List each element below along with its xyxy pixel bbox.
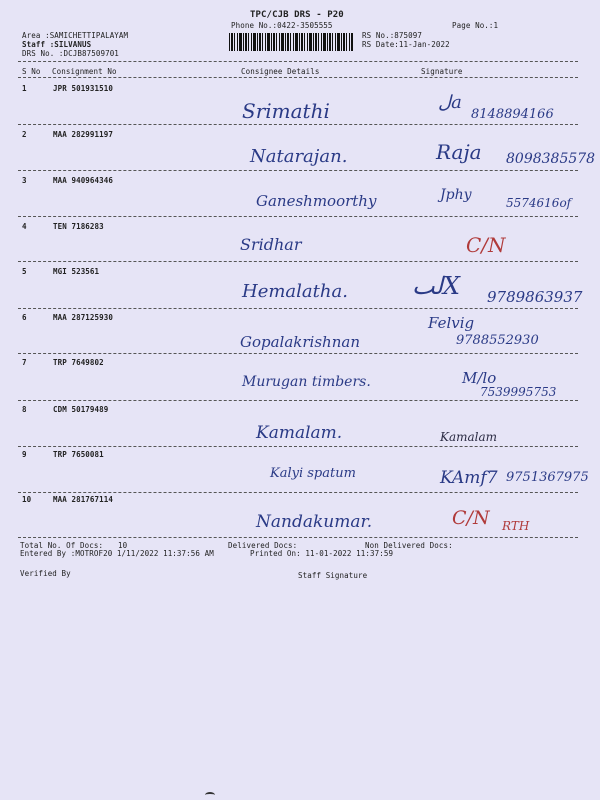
signature-mark: لٮX	[412, 272, 460, 300]
row-sno: 5	[22, 267, 27, 276]
row-consignment: MAA 287125930	[53, 313, 113, 322]
drs-number: DRS No. :DCJB87509701	[22, 49, 119, 58]
staff-signature-label: Staff Signature	[298, 571, 368, 580]
consignee-name: Gopalakrishnan	[240, 333, 360, 351]
row-divider	[18, 537, 578, 538]
row-consignment: MAA 282991197	[53, 130, 113, 139]
entered-by: Entered By :MOTROF20 1/11/2022 11:37:56 AM	[20, 549, 214, 558]
signature-mark: لa	[438, 92, 462, 113]
receiver-phone: 8098385578	[506, 151, 596, 167]
consignee-name: Natarajan.	[250, 146, 348, 167]
row-divider	[18, 170, 578, 171]
signature-mark: Jphy	[440, 187, 472, 203]
row-sno: 8	[22, 405, 27, 414]
total-docs-value: 10	[118, 541, 128, 550]
signature-mark: KAmf7	[440, 468, 498, 488]
col-consignee: Consignee Details	[241, 67, 320, 76]
row-divider	[18, 400, 578, 401]
printed-on: Printed On: 11-01-2022 11:37:59	[250, 549, 394, 558]
consignee-name: Kalyi spatum	[270, 466, 356, 481]
row-consignment: TRP 7649802	[53, 358, 104, 367]
divider	[18, 61, 578, 62]
receiver-phone: 5574616of	[506, 196, 572, 210]
row-divider	[18, 446, 578, 447]
receiver-phone: 9789863937	[487, 288, 583, 306]
signature-mark: M/lo	[462, 369, 497, 387]
receiver-phone: 7539995753	[480, 385, 557, 399]
row-divider	[18, 124, 578, 125]
consignee-name: Kamalam.	[256, 423, 343, 443]
row-consignment: TEN 7186283	[53, 222, 104, 231]
row-sno: 3	[22, 176, 27, 185]
row-divider	[18, 216, 578, 217]
row-divider	[18, 261, 578, 262]
sheet-title: TPC/CJB DRS - P20	[250, 10, 344, 20]
row-sno: 1	[22, 84, 27, 93]
row-divider	[18, 492, 578, 493]
row-sno: 10	[22, 495, 32, 504]
row-consignment: TRP 7650081	[53, 450, 104, 459]
consignee-name: Srimathi	[242, 99, 330, 123]
rs-number: RS No.:875097	[362, 31, 422, 40]
consignee-name: Murugan timbers.	[242, 374, 371, 390]
receiver-phone: 8148894166	[471, 107, 554, 122]
cn-mark: C/N	[452, 507, 490, 529]
divider	[18, 77, 578, 78]
row-sno: 2	[22, 130, 27, 139]
consignee-name: Ganeshmoorthy	[256, 192, 377, 210]
delivered-docs-label: Delivered Docs:	[228, 541, 298, 550]
verified-by-label: Verified By	[20, 569, 71, 578]
row-consignment: CDM 50179489	[53, 405, 109, 414]
consignee-name: Sridhar	[240, 235, 302, 254]
col-sno: S No	[22, 67, 41, 76]
row-sno: 4	[22, 222, 27, 231]
rth-mark: RTH	[502, 519, 530, 533]
area-label: Area :SAMICHETTIPALAYAM	[22, 31, 129, 40]
col-signature: Signature	[421, 67, 463, 76]
row-sno: 9	[22, 450, 27, 459]
cn-mark: C/N	[466, 233, 506, 257]
signature-mark: Felvig	[428, 314, 475, 332]
col-consignment: Consignment No	[52, 67, 117, 76]
row-consignment: MAA 281767114	[53, 495, 113, 504]
consignee-name: Nandakumar.	[256, 512, 373, 532]
row-divider	[18, 353, 578, 354]
total-docs-label: Total No. Of Docs:	[20, 541, 104, 550]
receiver-phone: 9788552930	[456, 333, 539, 348]
rs-date: RS Date:11-Jan-2022	[362, 40, 450, 49]
barcode	[229, 33, 353, 51]
row-divider	[18, 308, 578, 309]
receiver-phone: 9751367975	[506, 470, 589, 485]
staff-label: Staff :SILVANUS	[22, 40, 92, 49]
phone-number: Phone No.:0422-3505555	[231, 21, 333, 30]
row-consignment: JPR 501931510	[53, 84, 113, 93]
row-consignment: MAA 940964346	[53, 176, 113, 185]
signature-mark: Kamalam	[440, 430, 498, 444]
consignee-name: Hemalatha.	[242, 281, 348, 302]
row-sno: 6	[22, 313, 27, 322]
non-delivered-docs-label: Non Delivered Docs:	[365, 541, 453, 550]
scan-mark	[205, 792, 215, 798]
page-number: Page No.:1	[452, 21, 499, 30]
row-sno: 7	[22, 358, 27, 367]
signature-mark: Raja	[436, 140, 482, 164]
row-consignment: MGI 523561	[53, 267, 100, 276]
